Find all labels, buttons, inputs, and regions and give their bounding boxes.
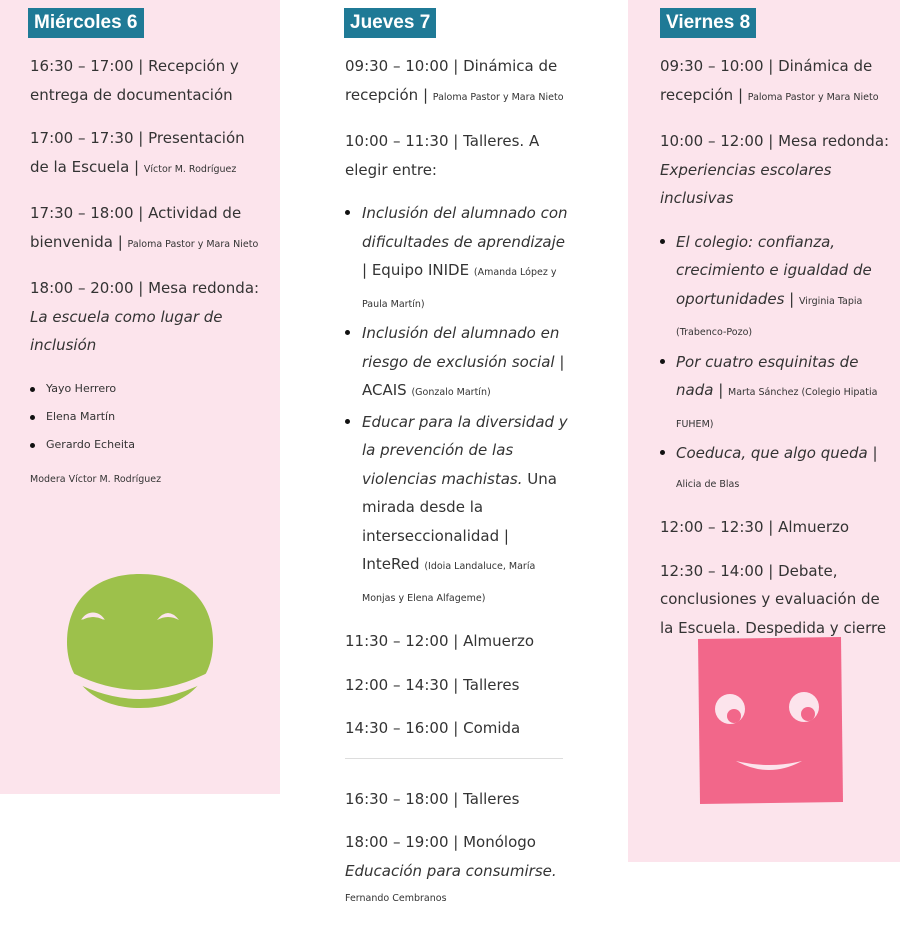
workshop-title: Inclusión del alumnado en riesgo de exclusión social: [362, 324, 560, 371]
list-item: Inclusión del alumnado con dificultades de aprendizaje | Equipo INIDE (Amanda López y Paula Martín): [345, 199, 570, 319]
entry-speaker: Paloma Pastor y Mara Nieto: [127, 238, 259, 250]
list-item: Coeduca, que algo queda | Alicia de Blas: [660, 439, 892, 499]
schedule-entry: 17:00 – 17:30 | Presentación de la Escuela | Víctor M. Rodríguez: [30, 129, 245, 176]
entry-text: Almuerzo: [463, 632, 535, 650]
schedule-entry: 10:00 – 12:00 | Mesa redonda: Experiencias escolares inclusivas: [660, 132, 890, 207]
workshop-subtitle: Una mirada desde la interseccionalidad: [362, 469, 557, 545]
schedule-entry: 17:30 – 18:00 | Actividad de bienvenida | Paloma Pastor y Mara Nieto: [30, 204, 259, 251]
entry-time: 18:00 – 19:00: [345, 833, 449, 851]
day-title: Viernes 8: [660, 8, 756, 38]
entry-text: Recepción y entrega de documentación: [30, 57, 239, 104]
schedule-entry: 18:00 – 19:00 | Monólogo Educación para consumirse. Fernando Cembranos: [345, 828, 570, 913]
workshop-speakers: (Gonzalo Martín): [411, 387, 491, 398]
entry-speaker: Fernando Cembranos: [345, 893, 447, 904]
entry-topic: La escuela como lugar de inclusión: [30, 307, 223, 354]
entry-text: Actividad de bienvenida: [30, 204, 242, 251]
schedule-entry: 12:30 – 14:00 | Debate, conclusiones y evaluación de la Escuela. Despedida y cierre: [660, 561, 887, 637]
workshop-org: Equipo INIDE: [371, 261, 470, 279]
entry-time: 10:00 – 11:30: [345, 132, 449, 150]
entry-time: 12:00 – 14:30: [345, 675, 449, 694]
talk-title: El colegio: confianza, crecimiento e igualdad de oportunidades: [676, 232, 872, 308]
entry-speaker: Víctor M. Rodríguez: [143, 163, 237, 175]
entry-text: Almuerzo: [778, 518, 850, 536]
speaker-list: [30, 375, 265, 459]
list-item: Educar para la diversidad y la prevención de las violencias machistas. Una mirada desde la interseccionalidad | InteRed (Idoia Landaluce, María Monjas y Elena Alfageme): [345, 408, 570, 614]
schedule-list: [660, 52, 892, 657]
workshop-speakers: (Amanda López y Paula Martín): [362, 267, 557, 310]
entry-text: Presentación de la Escuela: [30, 129, 245, 176]
entry-time: 17:00 – 17:30: [30, 129, 134, 147]
schedule-entry: 10:00 – 11:30 | Talleres. A elegir entre:: [345, 132, 540, 179]
schedule-entry: 14:30 – 16:00 | Comida: [345, 719, 521, 737]
entry-text: Talleres: [463, 789, 520, 808]
entry-time: 10:00 – 12:00: [660, 132, 764, 150]
workshop-title: Educar para la diversidad y la prevención de las violencias machistas.: [362, 412, 568, 488]
day-title: Jueves 7: [344, 8, 436, 38]
entry-text: Monólogo: [463, 833, 536, 851]
talk-speaker: Alicia de Blas: [676, 478, 740, 490]
workshop-title: Inclusión del alumnado con dificultades de aprendizaje: [362, 204, 568, 251]
schedule-entry: 12:00 – 12:30 | Almuerzo: [660, 518, 850, 536]
divider: [345, 758, 563, 759]
entry-time: 17:30 – 18:00: [30, 204, 134, 222]
entry-text: Comida: [463, 719, 521, 737]
entry-topic: Educación para consumirse.: [345, 861, 557, 880]
entry-speaker: Paloma Pastor y Mara Nieto: [432, 91, 564, 103]
workshop-speakers: (Idoia Landaluce, María Monjas y Elena Alfageme): [362, 561, 536, 604]
entry-speaker: Paloma Pastor y Mara Nieto: [747, 91, 879, 103]
entry-text: Debate, conclusiones y evaluación de la Escuela. Despedida y cierre: [660, 561, 887, 637]
schedule-entry: 12:00 – 14:30 | Talleres: [345, 675, 520, 694]
schedule-entry: 16:30 – 18:00 | Talleres: [345, 789, 520, 808]
schedule-entry: 09:30 – 10:00 | Dinámica de recepción | Paloma Pastor y Mara Nieto: [345, 57, 564, 104]
day-column-thursday: [330, 0, 575, 904]
list-item: Yayo Herrero: [30, 375, 265, 403]
workshop-list: [345, 199, 570, 613]
list-item: Gerardo Echeita: [30, 431, 265, 459]
pink-smiley-icon: [696, 637, 843, 804]
workshop-org: InteRed: [362, 555, 420, 573]
entry-text: Mesa redonda:: [148, 279, 260, 297]
entry-text: Mesa redonda:: [778, 132, 890, 150]
entry-text: Talleres: [463, 675, 520, 694]
schedule-entry: 09:30 – 10:00 | Dinámica de recepción | Paloma Pastor y Mara Nieto: [660, 57, 879, 104]
schedule-list: [30, 52, 265, 487]
entry-time: 12:00 – 12:30: [660, 518, 764, 536]
entry-time: 09:30 – 10:00: [660, 57, 764, 75]
talk-speaker: Virginia Tapia (Trabenco-Pozo): [676, 295, 863, 338]
talk-speaker: Marta Sánchez (Colegio Hipatia FUHEM): [676, 387, 878, 430]
entry-topic: Experiencias escolares inclusivas: [660, 160, 832, 207]
moderator: Modera Víctor M. Rodríguez: [30, 473, 162, 485]
green-smiley-icon: [65, 570, 215, 710]
workshop-org: ACAIS: [362, 381, 407, 399]
talk-list: [660, 228, 892, 500]
entry-time: 09:30 – 10:00: [345, 57, 449, 75]
entry-time: 18:00 – 20:00: [30, 279, 134, 297]
entry-text: Dinámica de recepción: [660, 57, 873, 104]
entry-time: 16:30 – 18:00: [345, 789, 449, 808]
talk-title: Por cuatro esquinitas de nada: [676, 352, 859, 399]
list-item: El colegio: confianza, crecimiento e igualdad de oportunidades | Virginia Tapia (Trabenco-Pozo): [660, 228, 892, 348]
schedule-entry: 16:30 – 17:00 | Recepción y entrega de documentación: [30, 57, 239, 104]
day-title: Miércoles 6: [28, 8, 144, 38]
list-item: Elena Martín: [30, 403, 265, 431]
schedule-entry: 11:30 – 12:00 | Almuerzo: [345, 632, 535, 650]
entry-time: 16:30 – 17:00: [30, 57, 134, 75]
entry-time: 11:30 – 12:00: [345, 632, 449, 650]
schedule-entry: 18:00 – 20:00 | Mesa redonda: La escuela como lugar de inclusión: [30, 279, 260, 354]
entry-time: 14:30 – 16:00: [345, 719, 449, 737]
list-item: Inclusión del alumnado en riesgo de exclusión social | ACAIS (Gonzalo Martín): [345, 319, 570, 408]
schedule-list: [345, 52, 570, 928]
talk-title: Coeduca, que algo queda: [676, 444, 868, 462]
entry-text: Dinámica de recepción: [345, 57, 558, 104]
entry-text: Talleres. A elegir entre:: [345, 132, 540, 179]
entry-time: 12:30 – 14:00: [660, 561, 764, 580]
list-item: Por cuatro esquinitas de nada | Marta Sánchez (Colegio Hipatia FUHEM): [660, 348, 892, 440]
